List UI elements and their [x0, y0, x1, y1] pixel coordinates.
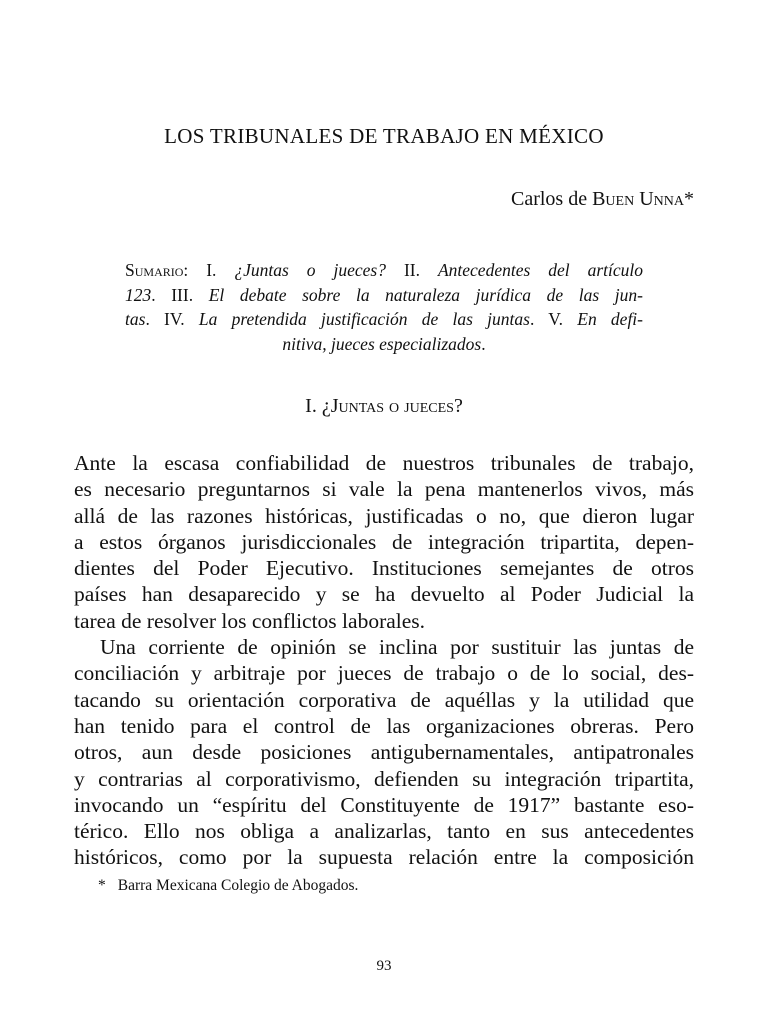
body-text: [74, 450, 694, 871]
body-line: Ante la escasa confiabilidad de nuestros tribunales de trabajo,: [74, 451, 694, 475]
summary-period: .: [481, 333, 486, 354]
footnote: [98, 877, 358, 895]
body-line: invocando un “espíritu del Constituyente de 1917” bastante eso-: [74, 792, 694, 817]
section-title: ¿Juntas o jueces?: [321, 395, 463, 417]
summary-line-2: [125, 283, 643, 308]
summary-line-3: [125, 307, 643, 332]
summary-line-1: [125, 258, 643, 283]
summary-item-4: La pretendida justificación de las juntas: [198, 309, 530, 329]
body-line: Una corriente de opinión se inclina por sustituir las juntas de: [100, 635, 694, 660]
summary-item-5: En defi-: [577, 309, 643, 329]
body-line: históricos, como por la supuesta relación entre la composición: [74, 845, 694, 870]
author-first-name: Carlos de: [511, 188, 593, 210]
body-line: países han desaparecido y se ha devuelto al Poder Judicial la: [74, 582, 694, 607]
body-line: es necesario preguntarnos si vale la pena mantenerlos vivos, más: [74, 477, 694, 502]
body-line: allá de las razones históricas, justificadas o no, que dieron lugar: [74, 503, 694, 528]
summary-item-2: Antecedentes del artículo: [437, 260, 643, 280]
summary-num: . III.: [151, 284, 209, 305]
footnote-text: Barra Mexicana Colegio de Abogados.: [117, 877, 359, 894]
body-line: dientes del Poder Ejecutivo. Instituciones semejantes de otros: [74, 556, 694, 581]
body-line: tacando su orientación corporativa de aquéllas y la utilidad que: [74, 687, 694, 712]
summary-label: Sumario: [125, 260, 184, 280]
body-line: han tenido para el control de las organizaciones obreras. Pero: [74, 713, 694, 738]
summary-num: . IV.: [145, 309, 199, 329]
body-line: a estos órganos jurisdiccionales de integración tripartita, depen-: [74, 529, 694, 554]
author-surname-1: Buen: [592, 188, 635, 210]
summary-item-5-cont: nitiva, jueces especializados: [282, 333, 482, 354]
section-number: I.: [305, 395, 322, 417]
author-footnote-mark: *: [684, 188, 694, 210]
summary-num: : I.: [183, 260, 235, 280]
author-surname-2: Unna: [639, 188, 684, 210]
article-title: LOS TRIBUNALES DE TRABAJO EN MÉXICO: [164, 124, 604, 148]
summary-block: [125, 258, 643, 356]
footnote-mark: *: [98, 877, 106, 894]
body-line: térico. Ello nos obliga a analizarlas, tanto en sus antecedentes: [74, 819, 694, 844]
summary-item-3: El debate sobre la naturaleza jurídica de las jun-: [208, 284, 643, 305]
body-line: y contrarias al corporativismo, defienden su integración tripartita,: [74, 766, 694, 791]
author-line: [511, 188, 694, 211]
body-line: conciliación y arbitraje por jueces de trabajo o de lo social, des-: [74, 661, 694, 686]
summary-item-3-cont: tas: [125, 309, 146, 329]
page-number: 93: [376, 958, 392, 974]
body-line: tarea de resolver los conflictos laborales.: [74, 608, 426, 633]
body-line: otros, aun desde posiciones antigubernamentales, antipatronales: [74, 740, 694, 765]
summary-item-1: ¿Juntas o jueces?: [234, 260, 386, 280]
summary-num: II.: [386, 260, 438, 280]
summary-line-4: [125, 332, 643, 357]
summary-num: . V.: [529, 309, 578, 329]
summary-item-2-cont: 123: [125, 284, 152, 305]
section-heading: [0, 395, 768, 418]
